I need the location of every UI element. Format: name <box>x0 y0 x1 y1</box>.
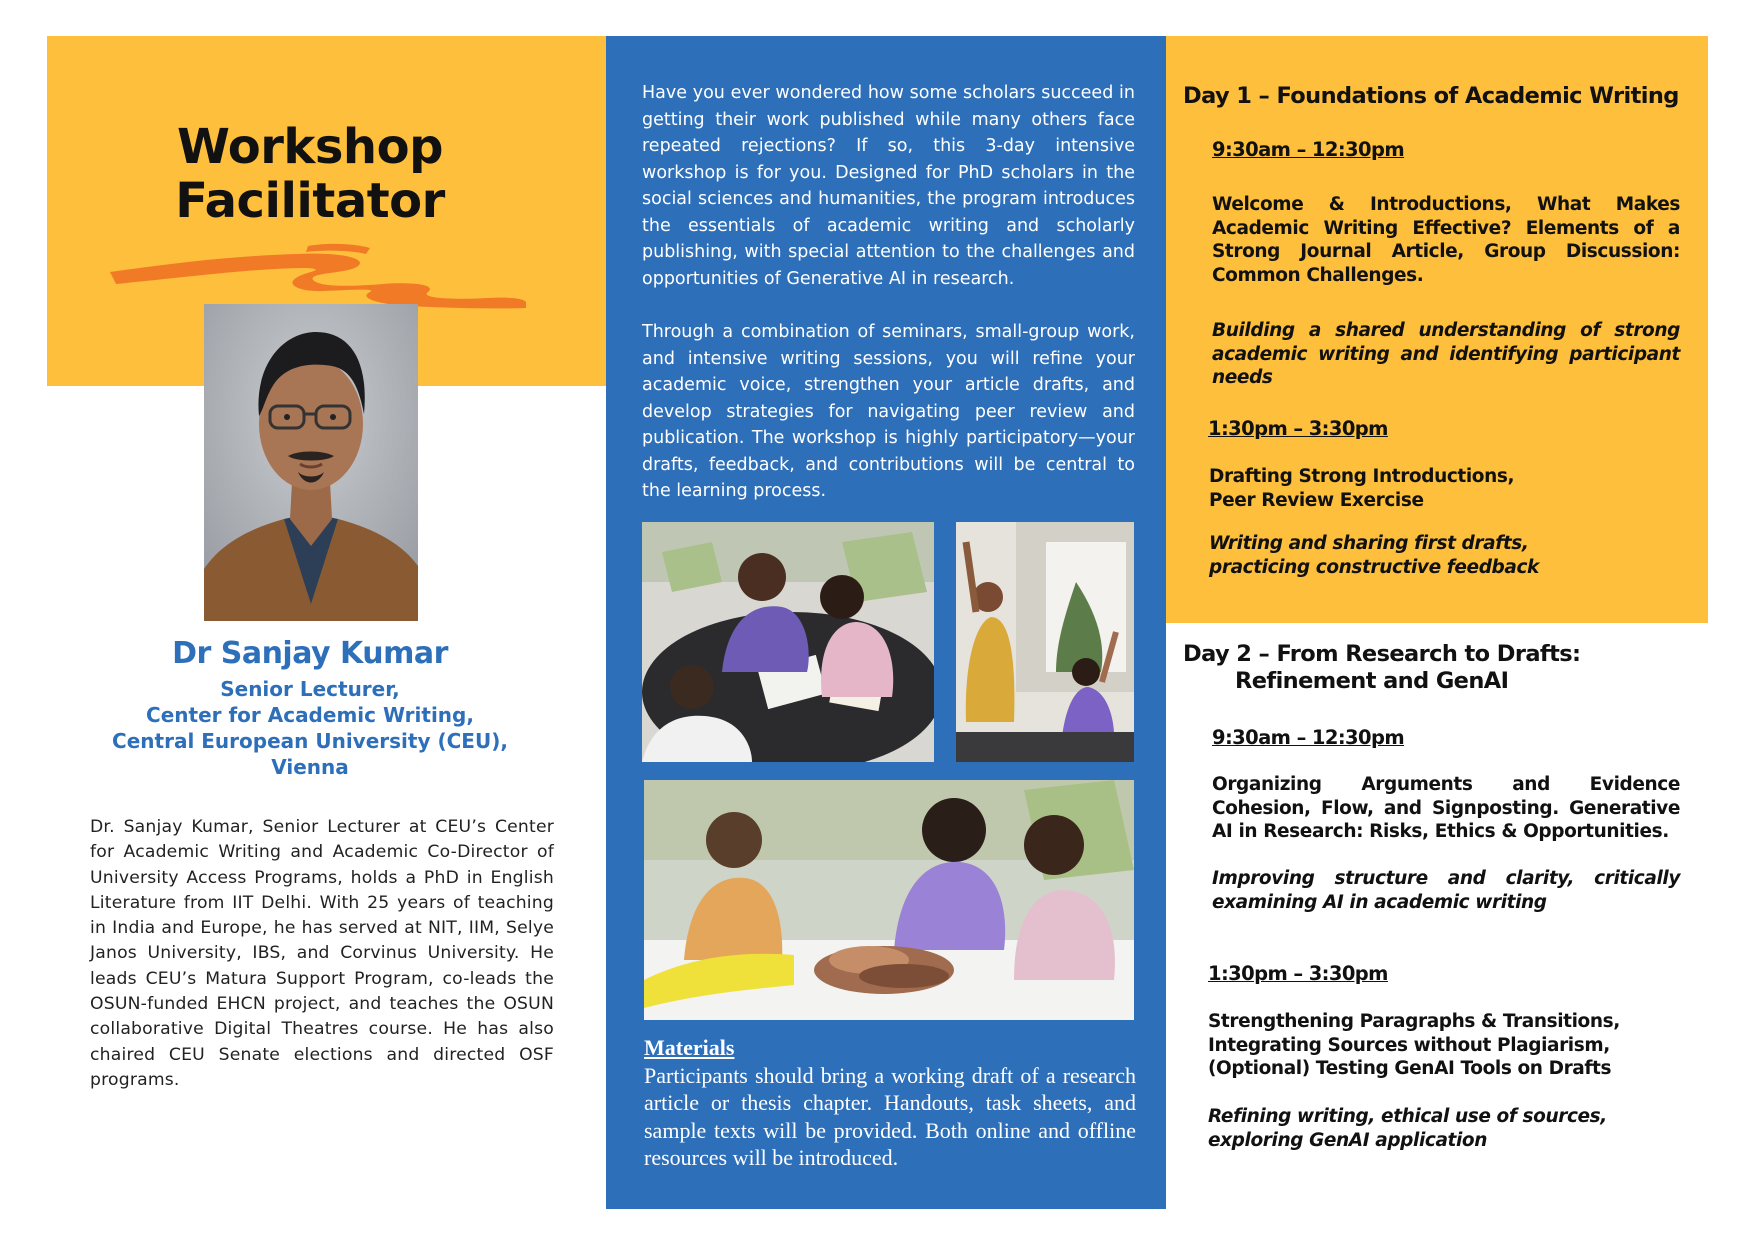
orange-brush-stroke <box>108 236 528 314</box>
day2-morning-time: 9:30am – 12:30pm <box>1212 726 1405 749</box>
heading-line-2: Facilitator <box>175 173 445 229</box>
materials-heading: Materials <box>644 1035 735 1060</box>
topic-line: Strengthening Paragraphs & Transitions, <box>1208 1011 1620 1032</box>
affiliation-line: Center for Academic Writing, <box>146 703 474 727</box>
day1-afternoon-topics <box>1209 465 1669 512</box>
workshop-photo-raised-hands <box>956 522 1134 762</box>
affiliation-line: Vienna <box>271 755 349 779</box>
facilitator-affiliation <box>90 676 530 780</box>
day2-title-line-1: Day 2 – From Research to Drafts: <box>1183 641 1581 667</box>
topic-line: (Optional) Testing GenAI Tools on Drafts <box>1208 1058 1612 1079</box>
affiliation-line: Central European University (CEU), <box>112 729 508 753</box>
topic-line: Peer Review Exercise <box>1209 489 1424 511</box>
day1-title: Day 1 – Foundations of Academic Writing <box>1183 83 1679 109</box>
facilitator-heading <box>110 120 510 228</box>
affiliation-line: Senior Lecturer, <box>220 677 400 701</box>
day2-afternoon-time: 1:30pm – 3:30pm <box>1208 962 1388 985</box>
materials-text: Participants should bring a working draft of a research article or thesis chapter. Handouts, task sheets, and sample texts will be provided. Both online and offline resources will be introduced. <box>644 1062 1136 1170</box>
workshop-photo-group-discussion <box>642 522 934 762</box>
topic-line: Integrating Sources without Plagiarism, <box>1208 1034 1610 1056</box>
day1-morning-time: 9:30am – 12:30pm <box>1212 138 1405 161</box>
day1-morning-goal: Building a shared understanding of strong academic writing and identifying participant needs <box>1212 320 1680 388</box>
day1-afternoon-time: 1:30pm – 3:30pm <box>1208 417 1388 440</box>
topic-line: Drafting Strong Introductions, <box>1209 466 1515 487</box>
day2-title-line-2: Refinement and GenAI <box>1235 668 1509 694</box>
day2-morning-topics: Organizing Arguments and Evidence Cohesion, Flow, and Signposting. Generative AI in Research: Risks, Ethics & Opportunities. <box>1212 774 1680 842</box>
heading-line-1: Workshop <box>177 119 443 175</box>
day2-afternoon-topics <box>1208 1010 1678 1081</box>
materials-section <box>644 1034 1136 1172</box>
workshop-intro <box>642 80 1135 532</box>
intro-paragraph-1: Have you ever wondered how some scholars succeed in getting their work published while many others face repeated rejections? If so, this 3-day intensive workshop is for you. Designed for PhD scholars in the social sciences and humanities, the program introduces the essentials of academic writing and scholarly publishing, with special attention to the challenges and opportunities of Generative AI in research. <box>642 83 1135 289</box>
facilitator-photo <box>204 304 418 621</box>
facilitator-bio: Dr. Sanjay Kumar, Senior Lecturer at CEU’s Center for Academic Writing and Academic Co-Director of University Access Programs, holds a PhD in English Literature from IIT Delhi. With 25 years of teaching in India and Europe, he has served at NIT, IIM, Selye Janos University, IBS, and Corvinus University. He leads CEU’s Matura Support Program, co-leads the OSUN-funded EHCN project, and teaches the OSUN collaborative Digital Theatres course. He has also chaired CEU Senate elections and directed OSF programs. <box>90 817 554 1090</box>
day1-afternoon-goal: Writing and sharing first drafts, practicing constructive feedback <box>1209 533 1539 578</box>
workshop-photo-hands-together <box>644 780 1134 1020</box>
day2-afternoon-goal: Refining writing, ethical use of sources, exploring GenAI application <box>1208 1106 1607 1151</box>
day1-morning-topics: Welcome & Introductions, What Makes Academic Writing Effective? Elements of a Strong Journal Article, Group Discussion: Common Challenges. <box>1212 194 1680 286</box>
facilitator-name: Dr Sanjay Kumar <box>172 636 448 671</box>
day2-title <box>1183 641 1703 695</box>
day2-morning-goal: Improving structure and clarity, critically examining AI in academic writing <box>1212 868 1680 913</box>
intro-paragraph-2: Through a combination of seminars, small-group work, and intensive writing sessions, you will refine your academic voice, strengthen your article drafts, and develop strategies for navigating peer review and publication. The workshop is highly participatory—your drafts, feedback, and contributions will be central to the learning process. <box>642 322 1135 501</box>
